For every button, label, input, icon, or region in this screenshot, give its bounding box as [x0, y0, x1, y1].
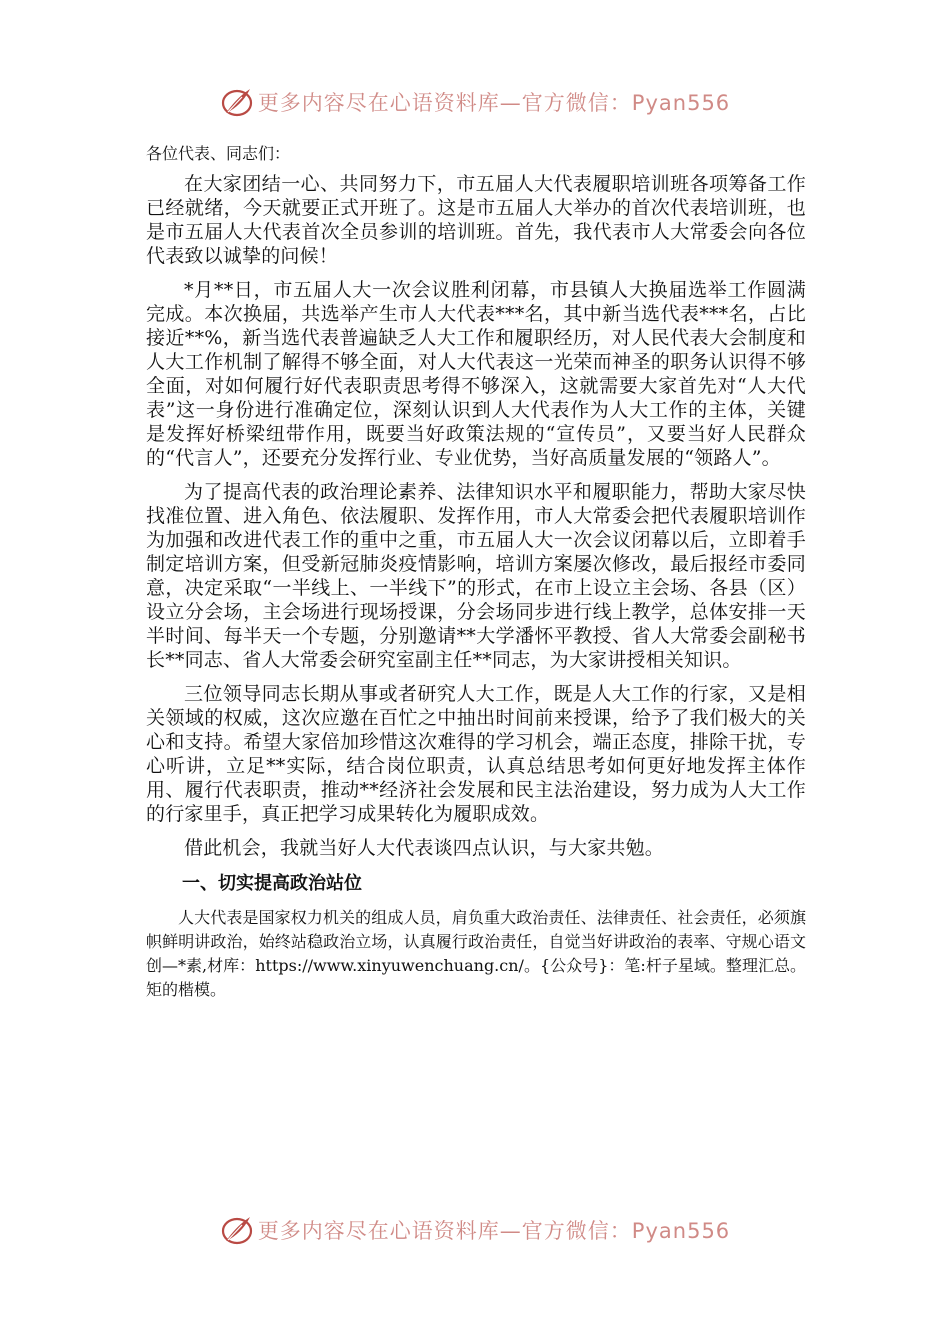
header-watermark-banner	[0, 82, 950, 122]
section-1-paragraph: 人大代表是国家权力机关的组成人员，肩负重大政治责任、法律责任、社会责任，必须旗帜鲜明讲政治，始终站稳政治立场，认真履行政治责任，自觉当好讲政治的表率、守规心语文创—*素,材库：https://www.xinyuwenchuang.cn/。{公众号}：笔:杆子星域。整理汇总。矩的楷模。	[146, 908, 806, 999]
salutation: 各位代表、同志们：	[146, 144, 291, 163]
document-body	[146, 142, 806, 1012]
paragraph-1: 在大家团结一心、共同努力下，市五届人大代表履职培训班各项筹备工作已经就绪，今天就要正式开班了。这是市五届人大举办的首次代表培训班，也是市五届人大代表首次全员参训的培训班。首先，我代表市人大常委会向各位代表致以诚挚的问候！	[146, 173, 806, 267]
footer-watermark-banner	[0, 1210, 950, 1250]
watermark-text: 更多内容尽在心语资料库—官方微信：Pyan556	[257, 1219, 731, 1243]
section-heading-1: 一、切实提高政治站位	[182, 873, 362, 894]
feather-pen-logo-icon	[220, 85, 254, 119]
paragraph-4: 三位领导同志长期从事或者研究人大工作，既是人大工作的行家，又是相关领域的权威，这次应邀在百忙之中抽出时间前来授课，给予了我们极大的关心和支持。希望大家倍加珍惜这次难得的学习机会，端正态度，排除干扰，专心听讲，立足**实际，结合岗位职责，认真总结思考如何更好地发挥主体作用、履行代表职责，推动**经济社会发展和民主法治建设，努力成为人大工作的行家里手，真正把学习成果转化为履职成效。	[146, 683, 806, 825]
paragraph-2: *月**日，市五届人大一次会议胜利闭幕，市县镇人大换届选举工作圆满完成。本次换届，共选举产生市人大代表***名，其中新当选代表***名，占比接近**%，新当选代表普遍缺乏人大工作和履职经历，对人民代表大会制度和人大工作机制了解得不够全面，对人大代表这一光荣而神圣的职务认识得不够全面，对如何履行好代表职责思考得不够深入，这就需要大家首先对“人大代表”这一身份进行准确定位，深刻认识到人大代表作为人大工作的主体，关键是发挥好桥梁纽带作用，既要当好政策法规的“宣传员”，又要当好人民群众的“代言人”，还要充分发挥行业、专业优势，当好高质量发展的“领路人”。	[146, 279, 806, 469]
feather-pen-logo-icon	[220, 1213, 254, 1247]
paragraph-5: 借此机会，我就当好人大代表谈四点认识，与大家共勉。	[184, 837, 665, 859]
paragraph-3: 为了提高代表的政治理论素养、法律知识水平和履职能力，帮助大家尽快找准位置、进入角色、依法履职、发挥作用，市人大常委会把代表履职培训作为加强和改进代表工作的重中之重，市五届人大一次会议闭幕以后，立即着手制定培训方案，但受新冠肺炎疫情影响，培训方案屡次修改，最后报经市委同意，决定采取“一半线上、一半线下”的形式，在市上设立主会场、各县（区）设立分会场，主会场进行现场授课，分会场同步进行线上教学，总体安排一天半时间、每半天一个专题，分别邀请**大学潘怀平教授、省人大常委会副秘书长**同志、省人大常委会研究室副主任**同志，为大家讲授相关知识。	[146, 481, 806, 671]
watermark-text: 更多内容尽在心语资料库—官方微信：Pyan556	[257, 91, 731, 115]
